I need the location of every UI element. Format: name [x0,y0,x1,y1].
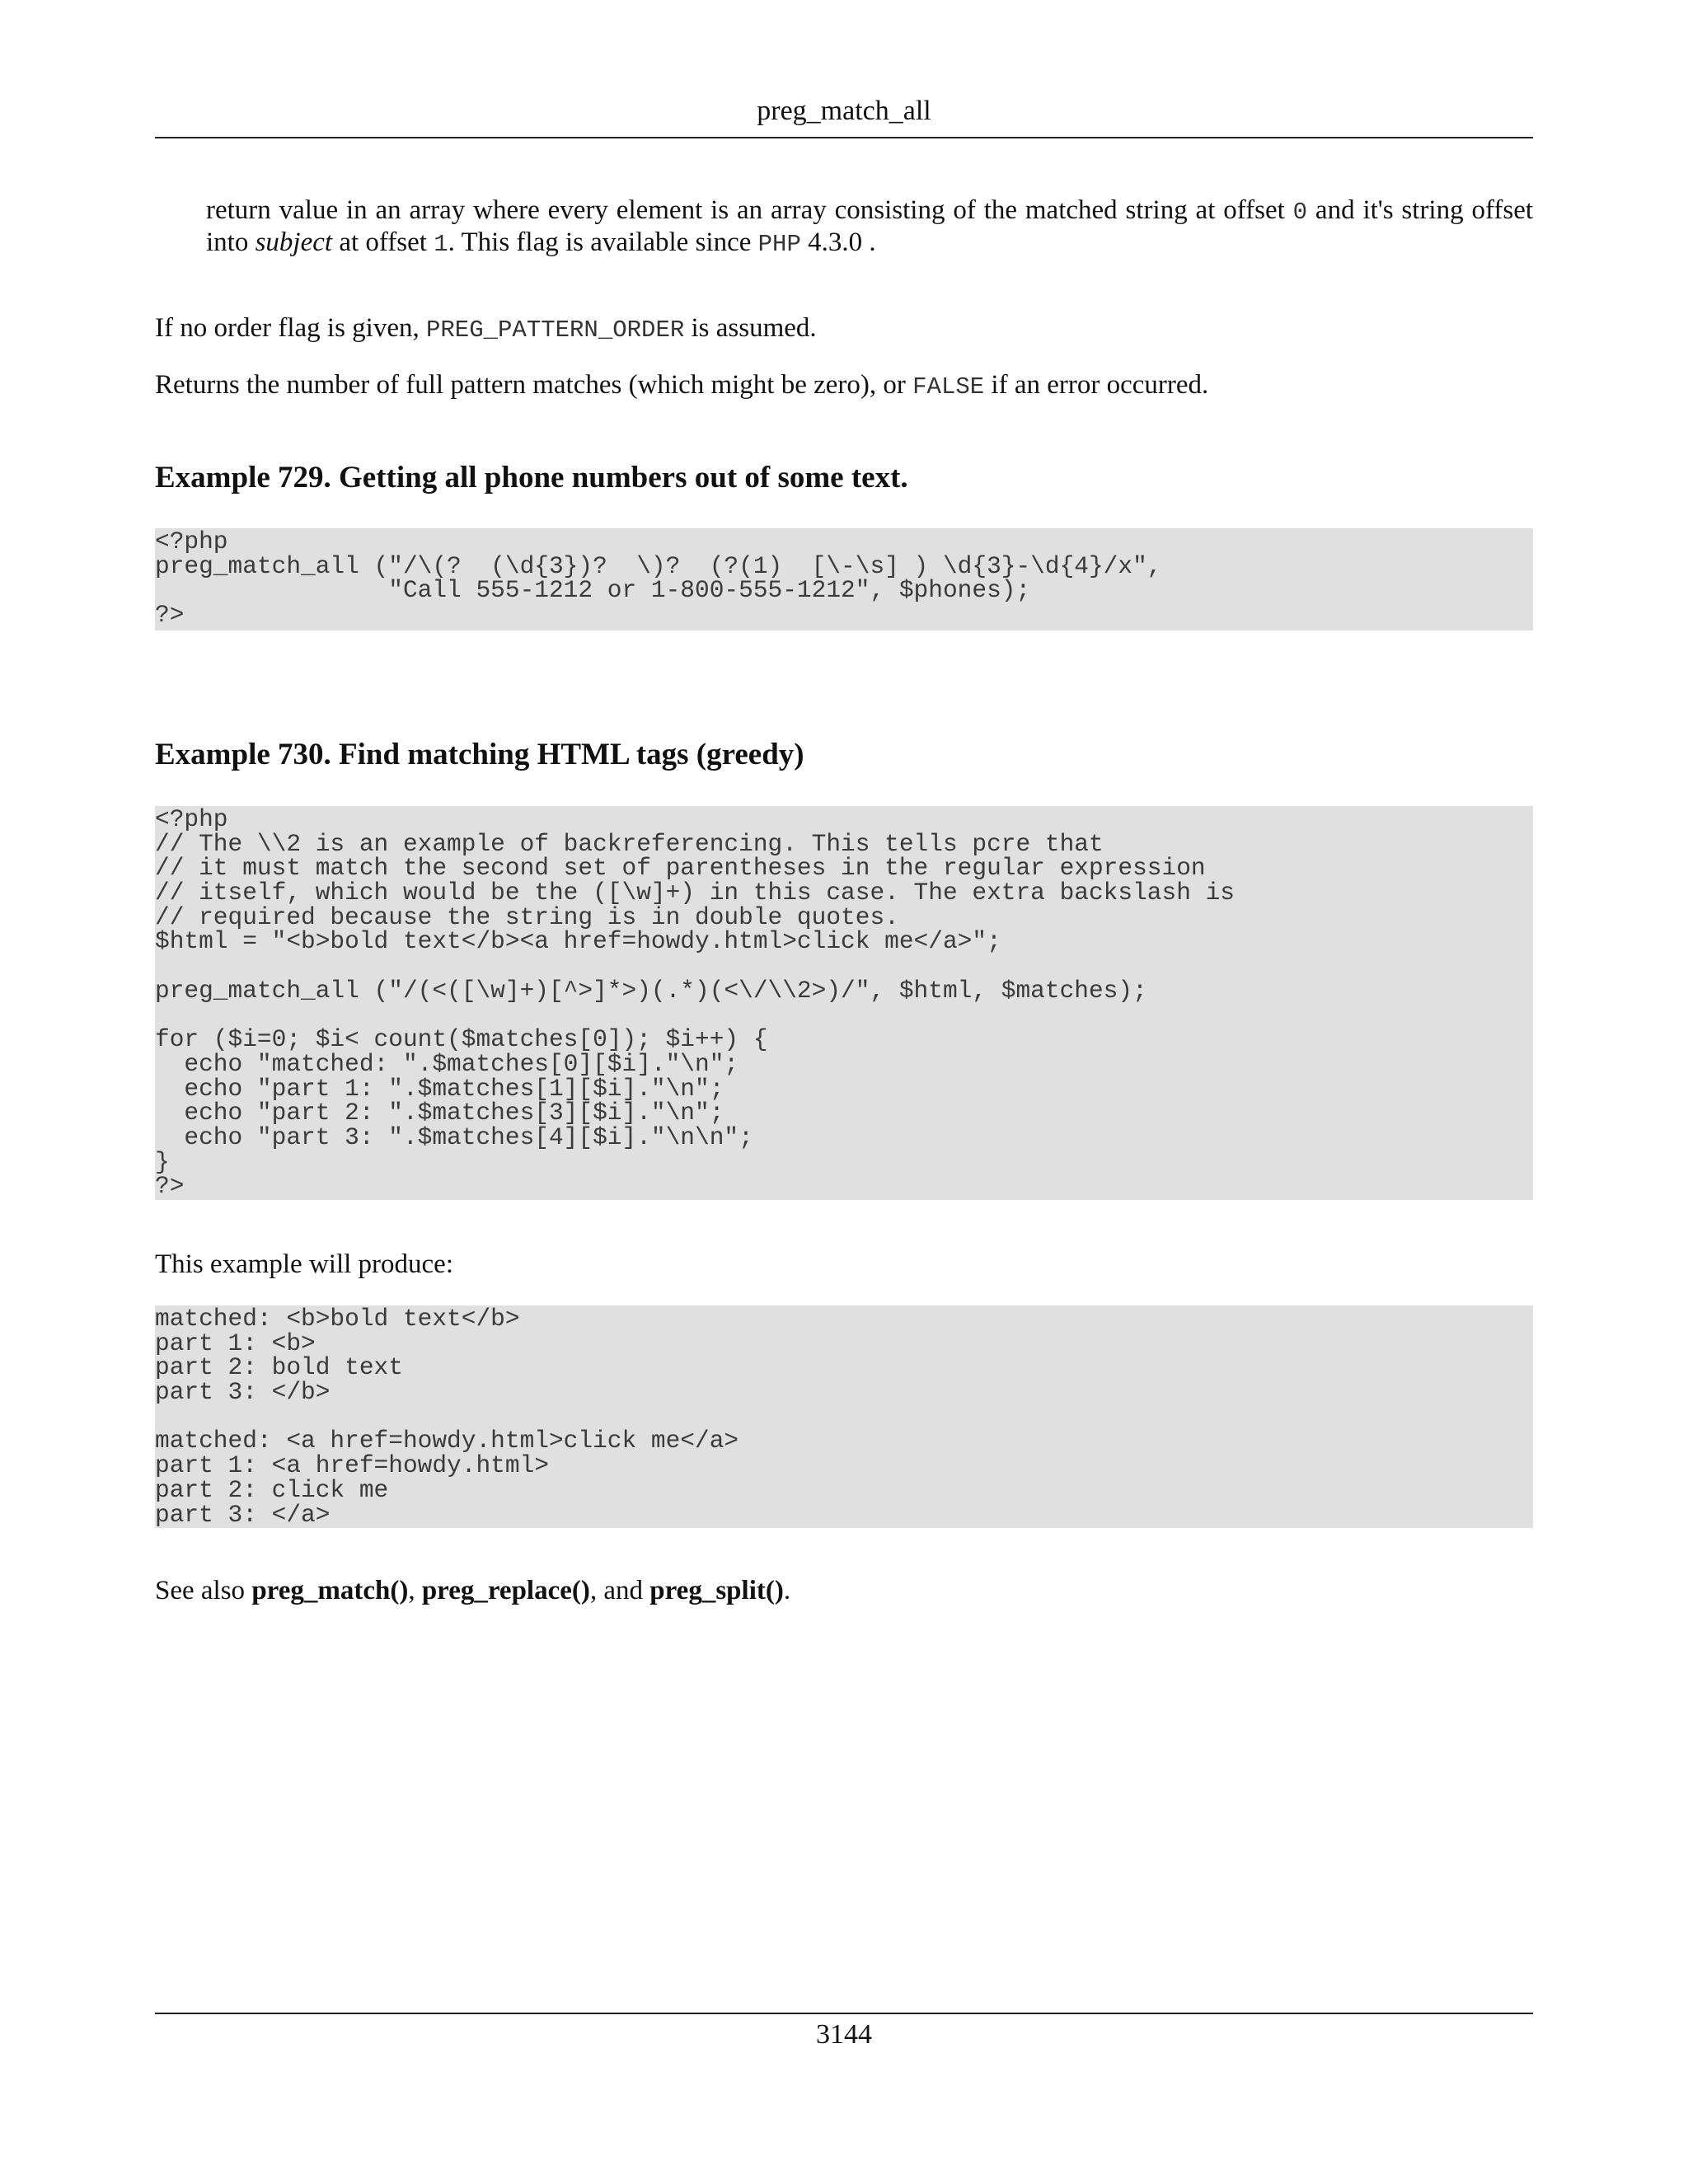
page-header-title: preg_match_all [757,96,931,126]
intro-paragraph [206,195,1533,260]
intro-text-a: return value in an array where every element is an array consisting of the matched string at offset [206,195,1293,225]
output-line: matched: <b>bold text</b> [155,1305,520,1333]
output-line: part 3: </b> [155,1378,331,1407]
output-line: part 2: bold text [155,1353,403,1382]
code-line: // itself, which would be the ([\w]+) in this case. The extra backslash is [155,879,1236,907]
code-line: ?> [155,1172,185,1200]
order-text-a: If no order flag is given, [155,313,426,343]
footer-rule [155,2013,1533,2014]
code-line: preg_match_all ("/\(? (\d{3})? \)? (?(1) [\-\s] ) \d{3}-\d{4}/x", [155,551,1162,580]
output-line: part 2: click me [155,1475,389,1504]
intro-text-b: and it's string offset into [206,195,1534,257]
see-also-separator: , and [589,1576,650,1605]
code-line: preg_match_all ("/(<([\w]+)[^>]*>)(.*)(<\/\\2>)/", $html, $matches); [155,976,1147,1005]
order-code-constant: PREG_PATTERN_ORDER [426,316,685,344]
output-line: part 1: <a href=howdy.html> [155,1451,549,1480]
returns-text-a: Returns the number of full pattern matches (which might be zero), or [155,370,913,400]
intro-code-php: PHP [757,231,801,258]
code-line: } [155,1147,170,1176]
returns-text-b: if an error occurred. [984,370,1209,400]
code-line [155,954,1533,979]
returns-code-false: FALSE [912,373,985,401]
see-also-paragraph [155,1576,1533,1606]
example-729-code-block [155,528,1533,630]
see-also-link-preg-match[interactable]: preg_match() [251,1576,409,1605]
code-line: echo "part 2: ".$matches[3][$i]."\n"; [155,1099,724,1127]
example-output-block [155,1305,1533,1528]
code-line: echo "part 3: ".$matches[4][$i]."\n\n"; [155,1122,753,1151]
intro-text-d: . This flag is available since [448,227,758,257]
output-line [155,1405,1533,1430]
code-line: // The \\2 is an example of backreferencing. This tells pcre that [155,829,1104,858]
see-also-link-preg-replace[interactable]: preg_replace() [421,1576,590,1605]
code-line: <?php [155,806,228,833]
code-line: echo "matched: ".$matches[0][$i]."\n"; [155,1049,739,1078]
code-line [155,1004,1533,1029]
output-line: part 1: <b> [155,1329,316,1357]
code-line: echo "part 1: ".$matches[1][$i]."\n"; [155,1074,724,1103]
code-line: <?php [155,528,228,555]
returns-paragraph [155,370,1533,402]
intro-code-offset-0: 0 [1292,199,1308,226]
example-729-heading: Example 729. Getting all phone numbers out of some text. [155,461,908,494]
code-line: "Call 555-1212 or 1-800-555-1212", $phones); [155,576,1031,605]
intro-code-offset-1: 1 [434,231,448,258]
see-also-separator: , [408,1576,422,1605]
code-line: $html = "<b>bold text</b><a href=howdy.html>click me</a>"; [155,927,1001,956]
see-also-prefix: See also [155,1576,252,1605]
code-line: // it must match the second set of parentheses in the regular expression [155,854,1206,883]
produce-paragraph: This example will produce: [155,1249,453,1279]
intro-text-e: 4.3.0 . [800,227,876,257]
output-line: part 3: </a> [155,1500,331,1528]
code-line: // required because the string is in double quotes. [155,902,899,931]
code-line: for ($i=0; $i< count($matches[0]); $i++) { [155,1025,768,1054]
see-also-link-preg-split[interactable]: preg_split() [649,1576,784,1605]
header-rule [155,137,1533,138]
example-730-code-block [155,806,1533,1200]
page-number: 3144 [816,2019,872,2050]
intro-text-c: at offset [332,227,434,257]
see-also-suffix: . [783,1576,791,1605]
order-text-b: is assumed. [684,313,817,343]
output-line: matched: <a href=howdy.html>click me</a> [155,1427,739,1455]
example-730-heading: Example 730. Find matching HTML tags (greedy) [155,738,804,771]
intro-subject-emphasis: subject [255,227,333,257]
code-line: ?> [155,601,185,630]
order-flag-paragraph [155,313,1533,345]
